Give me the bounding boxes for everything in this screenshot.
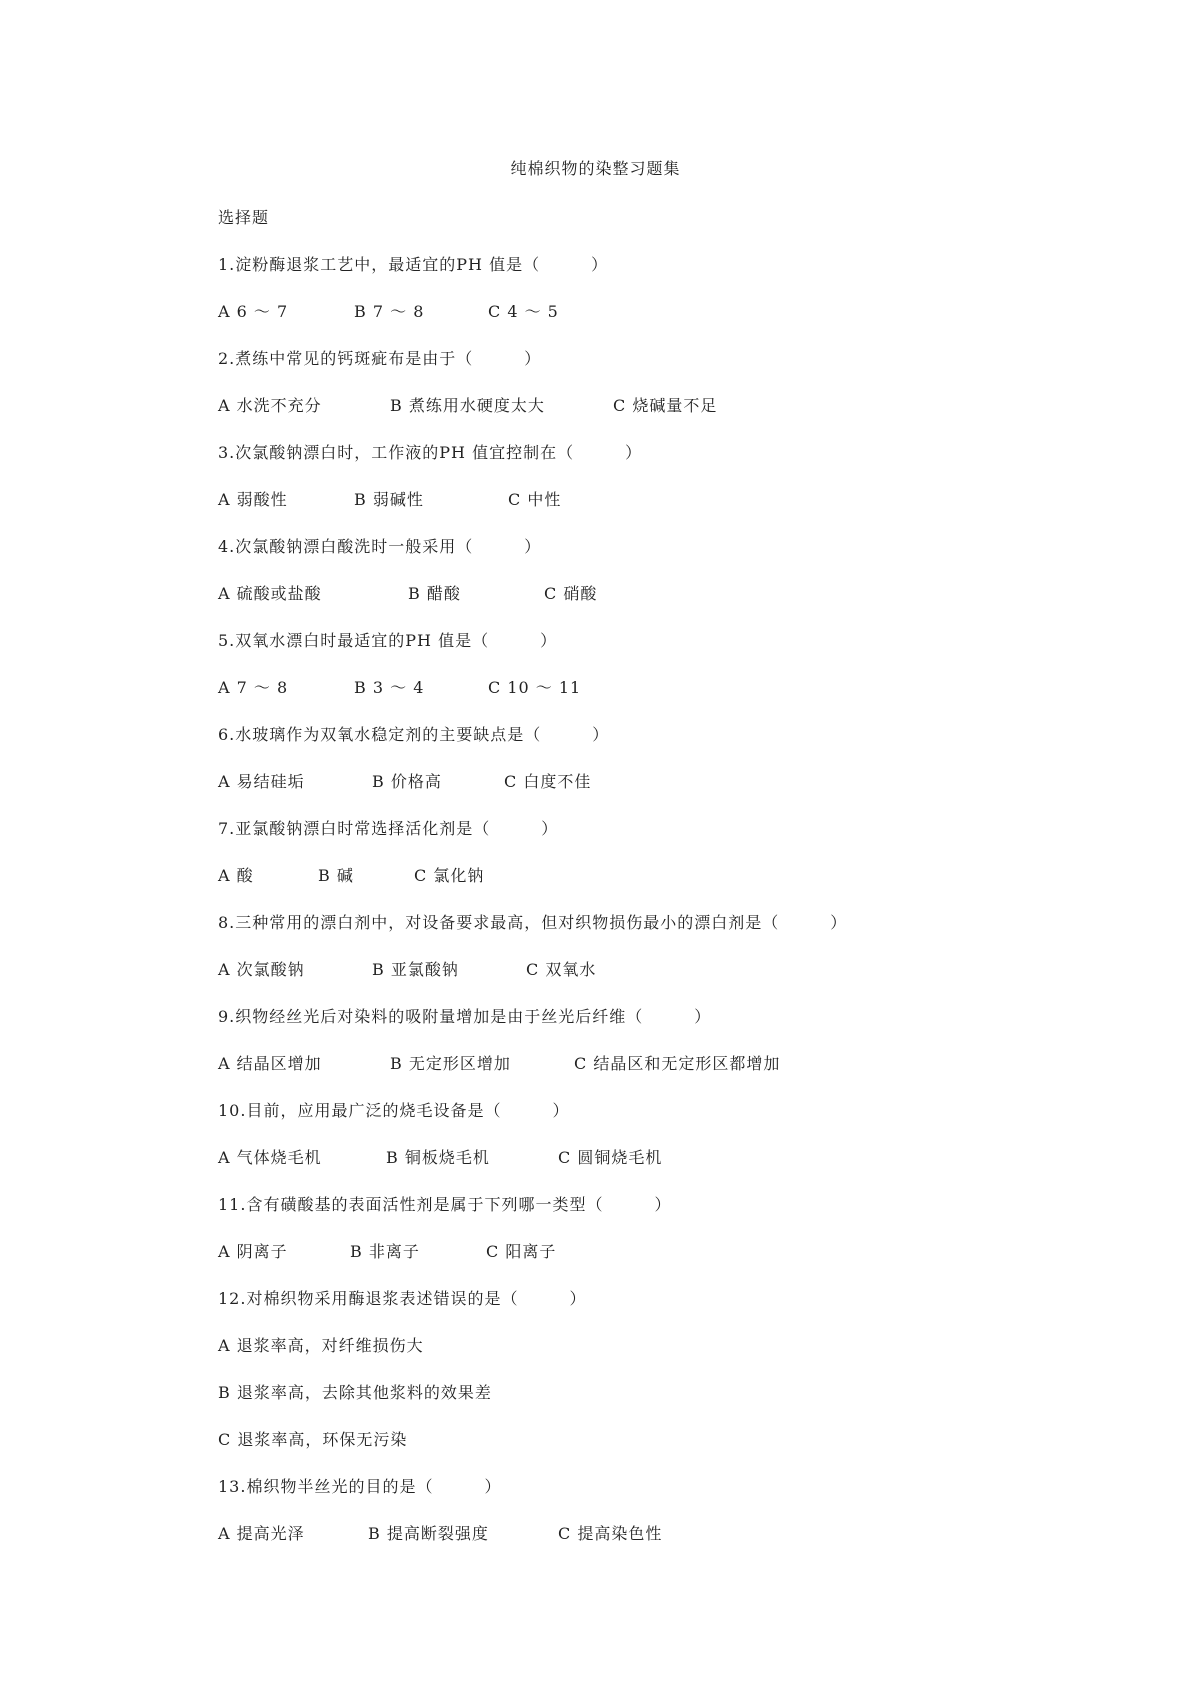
question-options <box>218 771 1118 818</box>
option-c: C 阳离子 <box>486 1242 557 1261</box>
question-options <box>218 1053 1118 1100</box>
question-list <box>218 254 1118 1570</box>
question-stem: 9.织物经丝光后对染料的吸附量增加是由于丝光后纤维（ ） <box>218 1007 712 1026</box>
option-c: C 圆铜烧毛机 <box>558 1148 663 1167</box>
question-stem: 4.次氯酸钠漂白酸洗时一般采用（ ） <box>218 537 542 556</box>
option-b: B 亚氯酸钠 <box>372 960 459 979</box>
question-options <box>218 1241 1118 1288</box>
question-options <box>218 583 1118 630</box>
question-options <box>218 959 1118 1006</box>
option-c: C 白度不佳 <box>504 772 592 791</box>
option-c: C 氯化钠 <box>414 866 485 885</box>
option-c: C 中性 <box>508 490 562 509</box>
question-stem: 6.水玻璃作为双氧水稳定剂的主要缺点是（ ） <box>218 725 610 744</box>
question-stem: 12.对棉织物采用酶退浆表述错误的是（ ） <box>218 1289 587 1308</box>
option-b: B 碱 <box>318 866 354 885</box>
option-a: A 7 ～ 8 <box>218 678 289 697</box>
question-stem: 3.次氯酸钠漂白时，工作液的PH 值宜控制在（ ） <box>218 443 643 462</box>
option-c: C 硝酸 <box>544 584 598 603</box>
option-a: A 6 ～ 7 <box>218 302 289 321</box>
option-c: C 退浆率高，环保无污染 <box>218 1430 408 1449</box>
option-b: B 退浆率高，去除其他浆料的效果差 <box>218 1383 492 1402</box>
option-a: A 次氯酸钠 <box>218 960 305 979</box>
question-stem: 7.亚氯酸钠漂白时常选择活化剂是（ ） <box>218 819 559 838</box>
question-option-line <box>218 1382 1118 1429</box>
option-c: C 4 ～ 5 <box>488 302 559 321</box>
question-stem: 10.目前，应用最广泛的烧毛设备是（ ） <box>218 1101 570 1120</box>
question-options <box>218 489 1118 536</box>
option-b: B 3 ～ 4 <box>354 678 425 697</box>
question-stem: 2.煮练中常见的钙斑疵布是由于（ ） <box>218 349 542 368</box>
question-stem: 8.三种常用的漂白剂中，对设备要求最高，但对织物损伤最小的漂白剂是（ ） <box>218 913 848 932</box>
option-b: B 煮练用水硬度太大 <box>390 396 545 415</box>
option-c: C 结晶区和无定形区都增加 <box>574 1054 781 1073</box>
option-c: C 双氧水 <box>526 960 597 979</box>
option-a: A 弱酸性 <box>218 490 288 509</box>
option-b: B 弱碱性 <box>354 490 424 509</box>
option-a: A 气体烧毛机 <box>218 1148 322 1167</box>
question-options <box>218 1523 1118 1570</box>
option-b: B 非离子 <box>350 1242 420 1261</box>
option-a: A 提高光泽 <box>218 1524 305 1543</box>
question-options <box>218 677 1118 724</box>
option-a: A 水洗不充分 <box>218 396 322 415</box>
option-b: B 7 ～ 8 <box>354 302 425 321</box>
option-a: A 结晶区增加 <box>218 1054 322 1073</box>
option-b: B 铜板烧毛机 <box>386 1148 490 1167</box>
option-a: A 硫酸或盐酸 <box>218 584 322 603</box>
question-options <box>218 301 1118 348</box>
question-option-line <box>218 1335 1118 1382</box>
section-heading: 选择题 <box>218 208 270 227</box>
question-stem: 11.含有磺酸基的表面活性剂是属于下列哪一类型（ ） <box>218 1195 672 1214</box>
option-c: C 10 ～ 11 <box>488 678 582 697</box>
question-options <box>218 865 1118 912</box>
question-options <box>218 1147 1118 1194</box>
document-title: 纯棉织物的染整习题集 <box>510 159 681 178</box>
question-stem: 5.双氧水漂白时最适宜的PH 值是（ ） <box>218 631 558 650</box>
option-c: C 烧碱量不足 <box>613 396 718 415</box>
option-c: C 提高染色性 <box>558 1524 663 1543</box>
option-a: A 易结硅垢 <box>218 772 305 791</box>
question-stem: 1.淀粉酶退浆工艺中，最适宜的PH 值是（ ） <box>218 255 609 274</box>
question-stem: 13.棉织物半丝光的目的是（ ） <box>218 1477 502 1496</box>
question-option-line <box>218 1429 1118 1476</box>
question-options <box>218 395 1118 442</box>
option-a: A 阴离子 <box>218 1242 288 1261</box>
option-b: B 提高断裂强度 <box>368 1524 489 1543</box>
option-b: B 醋酸 <box>408 584 461 603</box>
option-a: A 退浆率高，对纤维损伤大 <box>218 1336 424 1355</box>
option-a: A 酸 <box>218 866 254 885</box>
option-b: B 无定形区增加 <box>390 1054 511 1073</box>
option-b: B 价格高 <box>372 772 442 791</box>
